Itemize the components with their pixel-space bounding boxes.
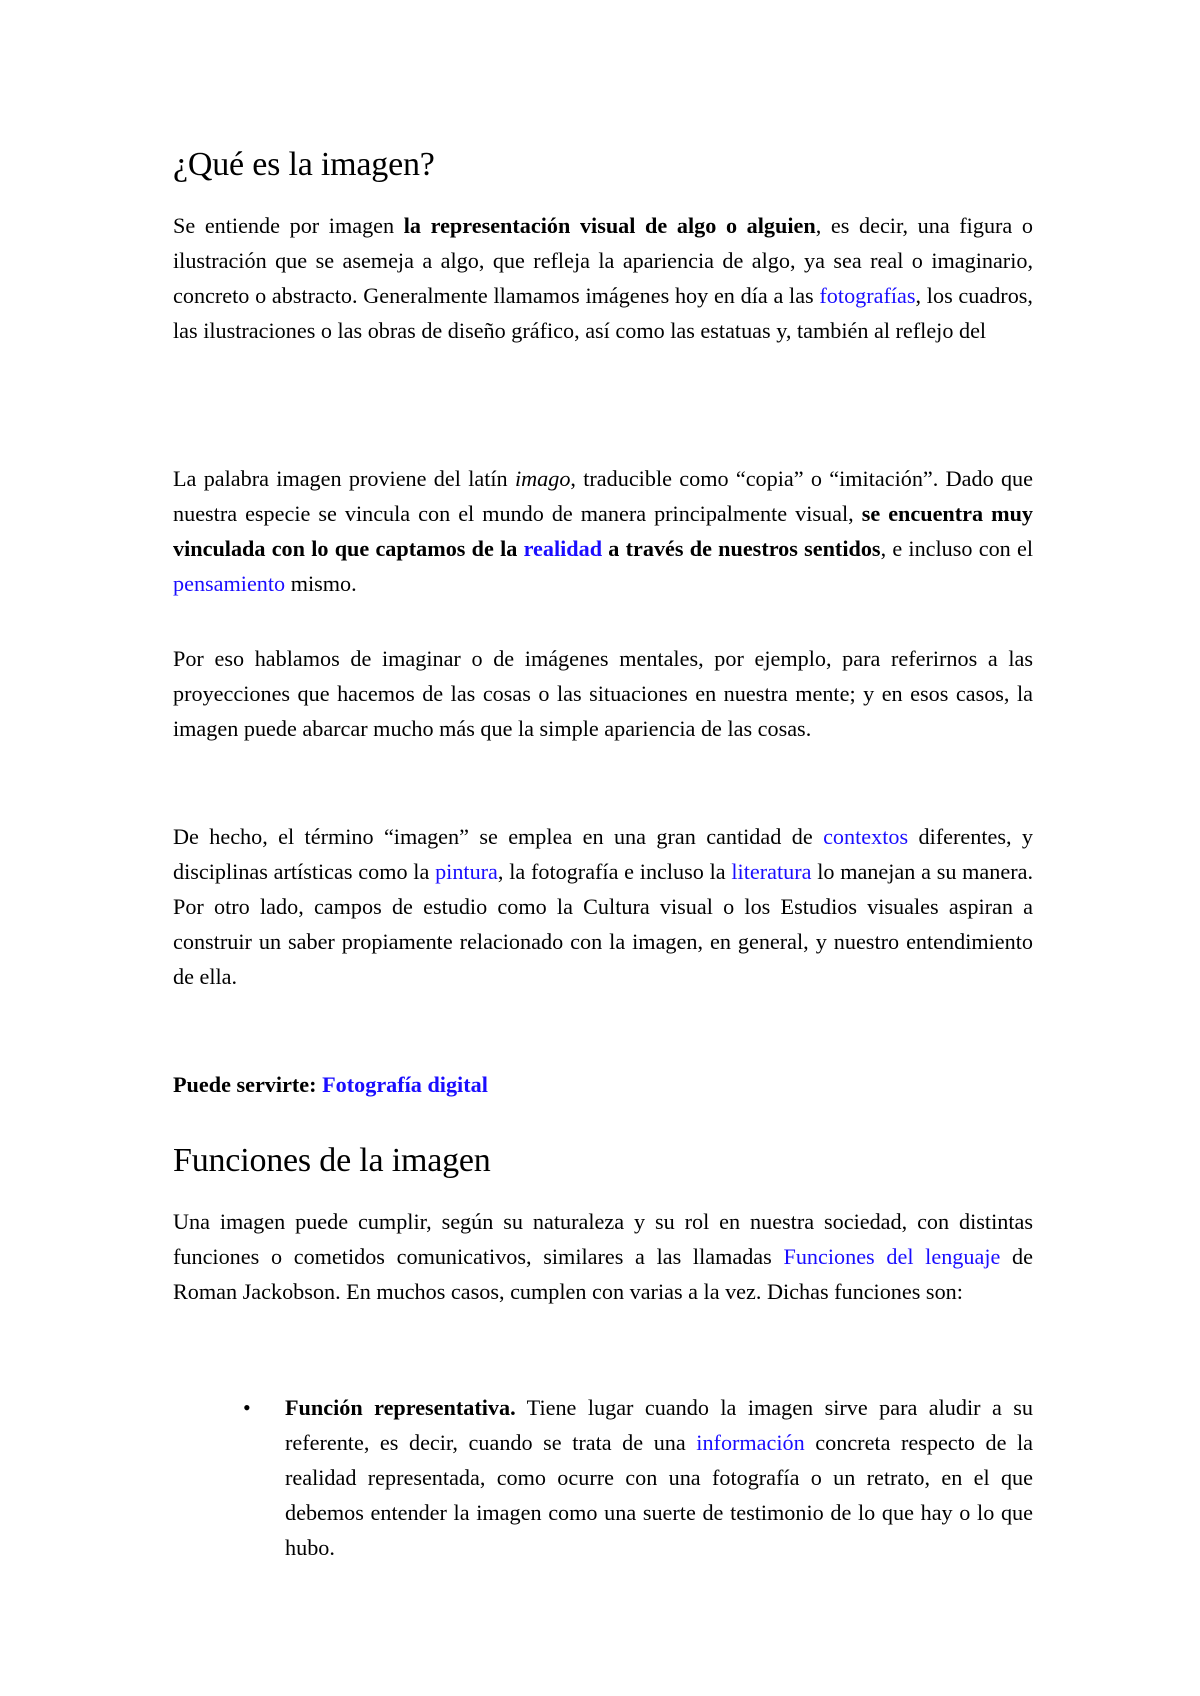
text-span: Por eso hablamos de imaginar o de imágenes mentales, por ejemplo, para referirnos a las proyecciones que hacemos de las cosas o las situaciones en nuestra mente; y en esos casos, la imagen puede abarcar mucho más que la simple apariencia de las cosas. [173,646,1033,741]
text-span: de Roman Jackobson. En muchos casos, cumplen con varias a la vez. Dichas funciones son: [173,1244,1033,1304]
link-literatura[interactable]: literatura [731,859,812,884]
text-span: Una imagen puede cumplir, según su naturaleza y su rol en nuestra sociedad, con distintas funciones o cometidos comunicativos, similares a las llamadas [173,1209,1033,1269]
text-span: lo manejan a su manera. Por otro lado, campos de estudio como la Cultura visual o los Estudios visuales aspiran a construir un saber propiamente relacionado con la imagen, en general, y nuestro entendimiento de ella. [173,859,1033,989]
text-span: , es decir, una figura o ilustración que se asemeja a algo, que refleja la apariencia de algo, ya sea real o imaginario, concreto o abstracto. Generalmente llamamos imágenes hoy en día a las [173,213,1033,308]
list-item [243,1390,1033,1565]
link-funciones-del-lenguaje[interactable]: Funciones del lenguaje [783,1244,1001,1269]
paragraph-contexts [173,819,1033,994]
text-span: , e incluso con el [880,536,1034,561]
bullet-icon: • [243,1395,251,1420]
paragraph-definition [173,208,1033,348]
bold-text: Función representativa. [285,1395,516,1420]
link-informacion[interactable]: información [696,1430,805,1455]
functions-list [243,1390,1033,1565]
text-span: , la fotografía e incluso la [497,859,732,884]
text-span: Tiene lugar cuando la imagen sirve para aludir a su referente, es decir, cuando se trata de una [285,1395,1033,1455]
italic-text: imago [514,466,571,491]
bold-text: se encuentra muy vinculada con lo que captamos de la [173,501,1033,561]
bold-text: la representación visual de algo o alguien [403,213,816,238]
text-span: , los cuadros, las ilustraciones o las obras de diseño gráfico, así como las estatuas y, también al reflejo del [173,283,1033,343]
heading-funciones-de-la-imagen: Funciones de la imagen [173,1142,491,1179]
text-span: , traducible como “copia” o “imitación”. Dado que nuestra especie se vincula con el mundo de manera principalmente visual, [173,466,1033,526]
link-pintura[interactable]: pintura [435,859,498,884]
text-span: Se entiende por imagen [173,213,404,238]
text-span: diferentes, y disciplinas artísticas como la [173,824,1033,884]
text-span: concreta respecto de la realidad representada, como ocurre con una fotografía o un retrato, en el que debemos entender la imagen como una suerte de testimonio de lo que hay o lo que hubo. [285,1430,1033,1560]
link-contextos[interactable]: contextos [823,824,909,849]
link-pensamiento[interactable]: pensamiento [173,571,286,596]
paragraph-mental-images [173,641,1033,746]
link-realidad[interactable] [524,536,603,561]
bold-link-text: Fotografía digital [322,1072,488,1097]
text-span: La palabra imagen proviene del latín [173,466,515,491]
text-span: mismo. [285,571,357,596]
text-span: De hecho, el término “imagen” se emplea en una gran cantidad de [173,824,824,849]
paragraph-etymology [173,461,1033,601]
bold-text: Puede servirte: [173,1072,323,1097]
bold-link-text: realidad [523,536,603,561]
paragraph-puede-servirte [173,1067,1033,1102]
link-fotografias[interactable]: fotografías [819,283,916,308]
bold-text: a través de nuestros sentidos [602,536,881,561]
paragraph-funciones-intro [173,1204,1033,1309]
link-fotografia-digital[interactable] [322,1072,488,1097]
heading-que-es-la-imagen: ¿Qué es la imagen? [173,146,435,183]
